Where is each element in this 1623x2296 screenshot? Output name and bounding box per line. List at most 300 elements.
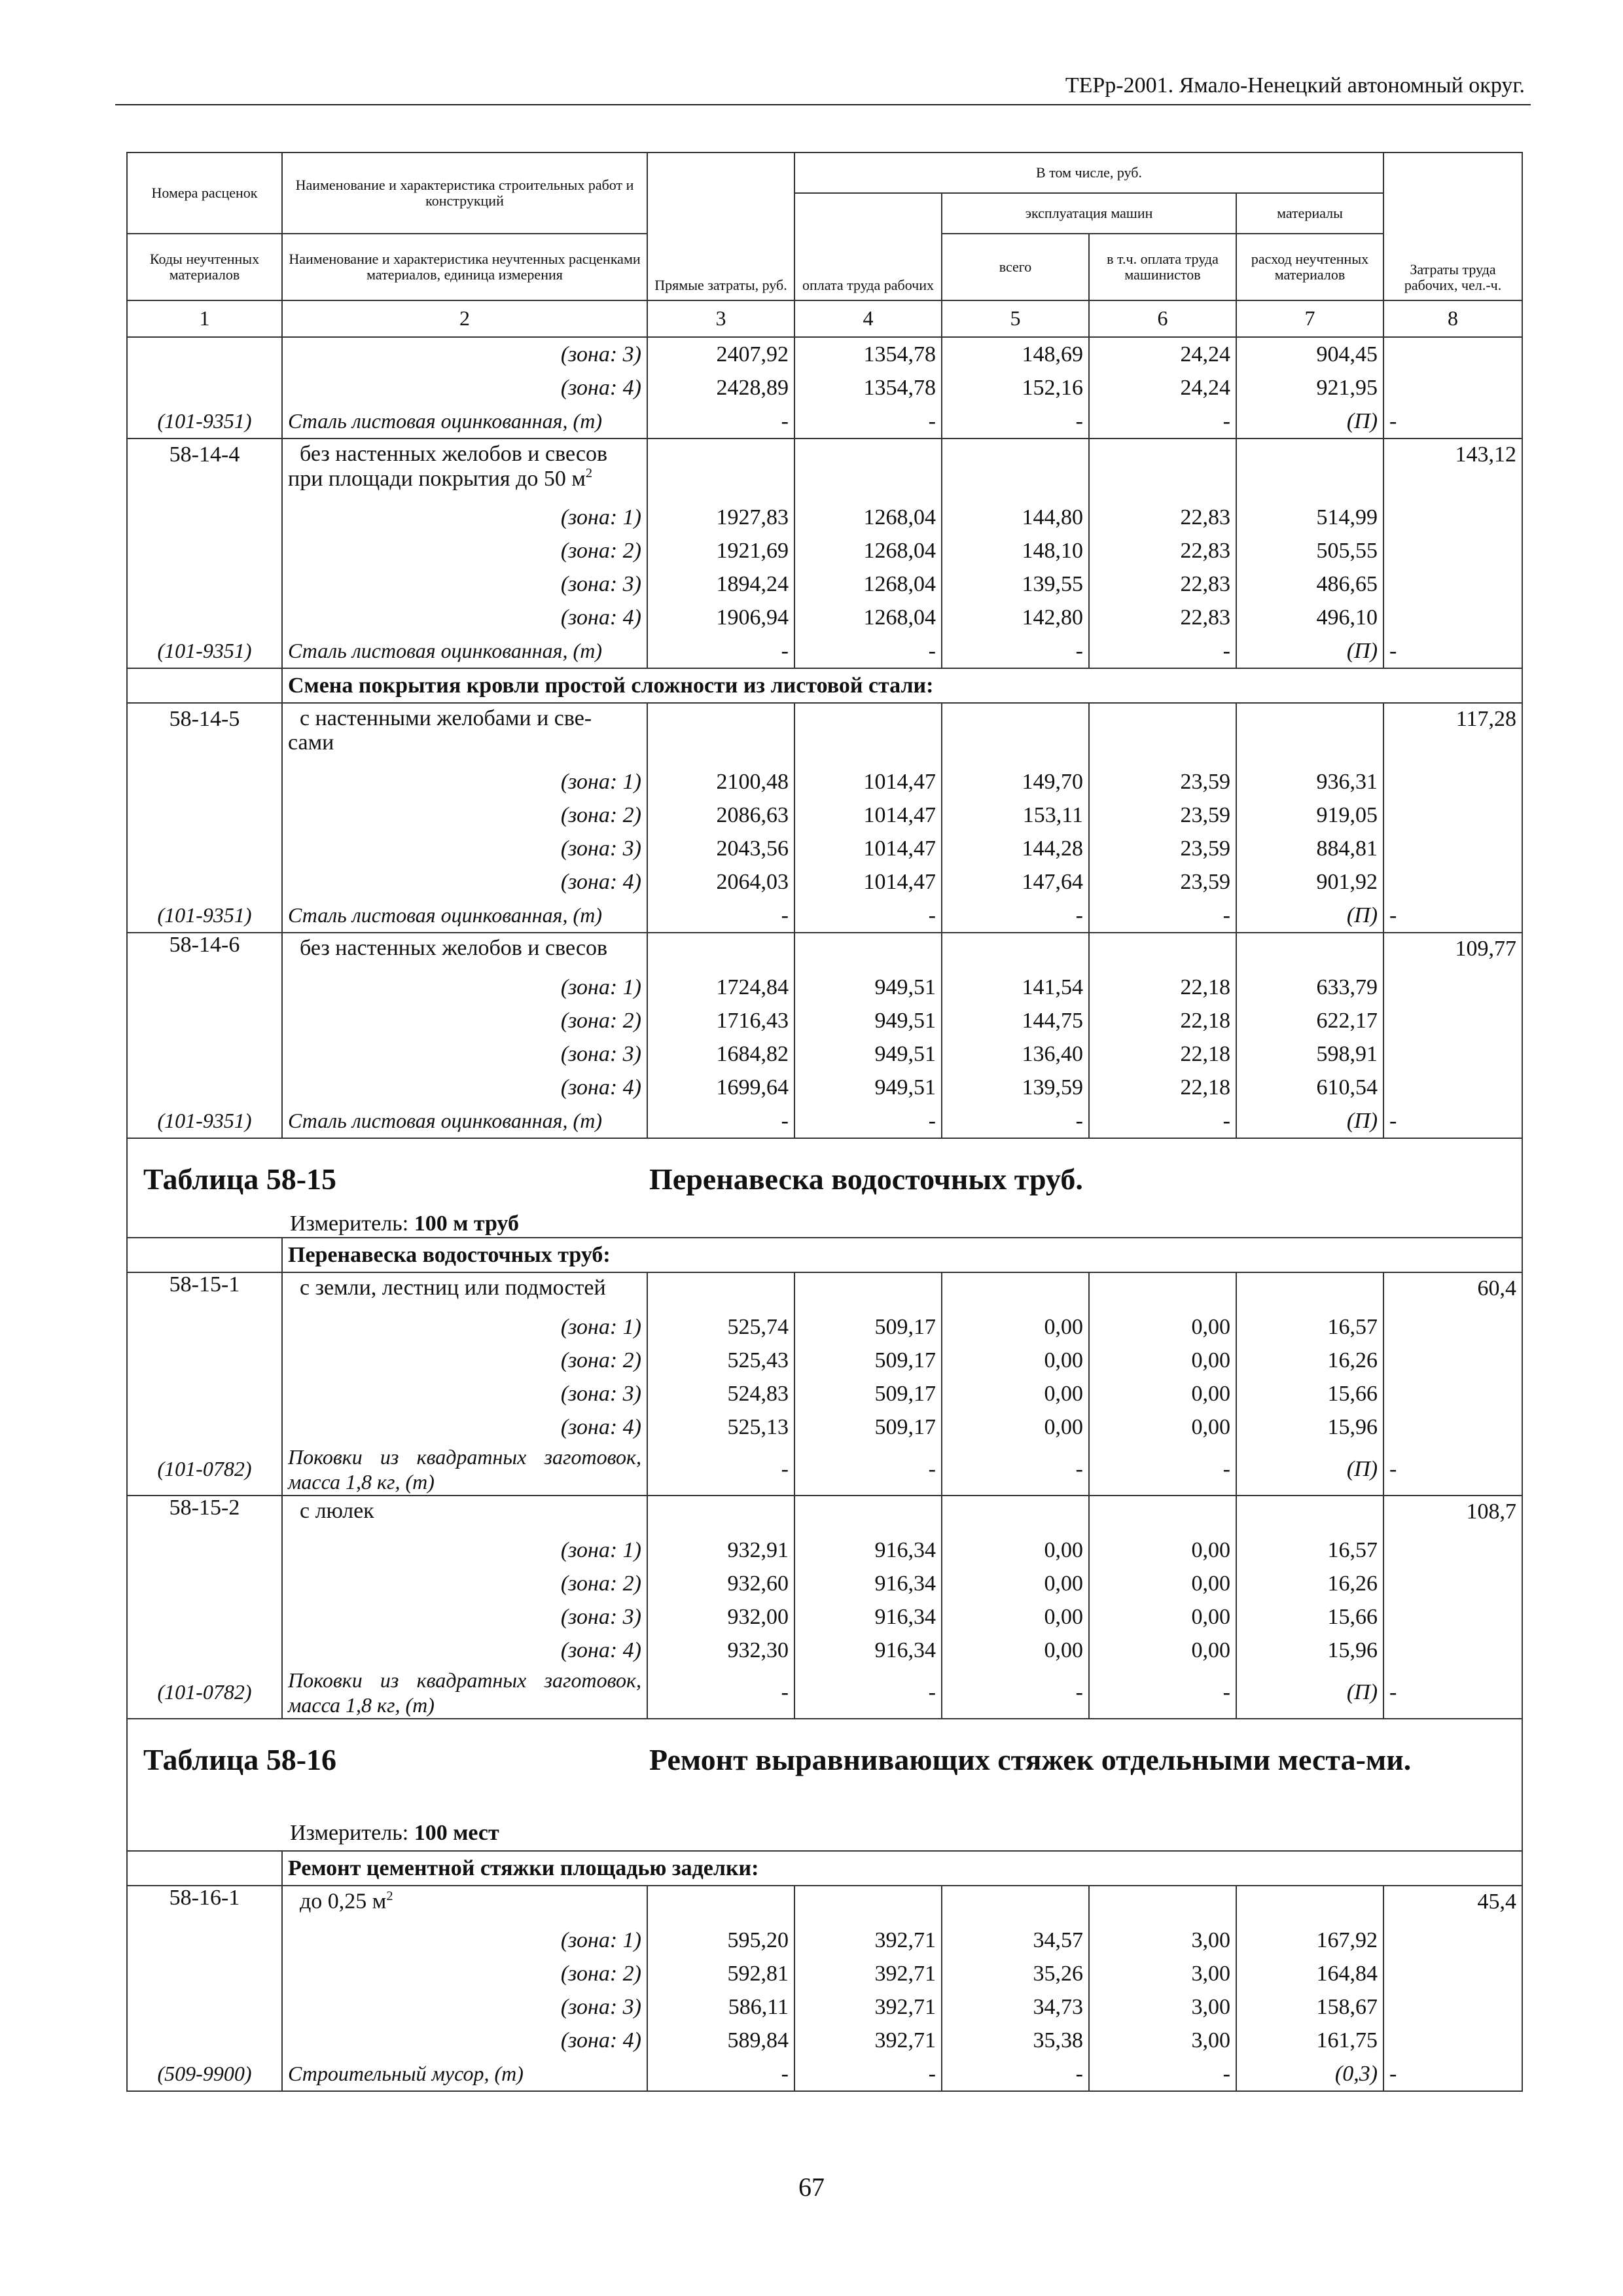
measure-value: 100 м труб	[414, 1211, 519, 1236]
norms-table	[126, 152, 1523, 2092]
material-c5: -	[942, 634, 1089, 668]
material-c8: -	[1383, 1104, 1522, 1138]
norm-name-line1: с люлек	[300, 1499, 374, 1523]
material-c8: -	[1383, 404, 1522, 439]
material-c6: -	[1089, 899, 1236, 933]
material-name: Сталь листовая оцинкованная, (т)	[282, 634, 647, 668]
material-row	[127, 899, 1522, 933]
material-c7: (П)	[1236, 634, 1383, 668]
norm-code-cell	[127, 1924, 282, 1957]
norm-code-cell	[127, 1534, 282, 1567]
column-number: 3	[647, 300, 794, 337]
zone-label: (зона: 1)	[282, 1310, 647, 1344]
labor-cost: 949,51	[794, 971, 942, 1004]
zone-label: (зона: 3)	[282, 1600, 647, 1634]
header-col2-bottom: Наименование и характеристика неучтенных расценками материалов, единица измерения	[282, 234, 647, 300]
table-title: Ремонт выравнивающих стяжек отдельными места-ми.	[649, 1743, 1412, 1776]
material-c8: -	[1383, 1444, 1522, 1496]
empty-cell	[794, 933, 942, 971]
material-c8: -	[1383, 899, 1522, 933]
labor-hours: 60,4	[1383, 1272, 1522, 1310]
materials-cost: 598,91	[1236, 1037, 1383, 1071]
direct-cost: 1906,94	[647, 601, 794, 634]
labor-cost: 1268,04	[794, 601, 942, 634]
header-col5: всего	[942, 234, 1089, 300]
zone-row	[127, 1567, 1522, 1600]
table-caption	[127, 1138, 1522, 1238]
norm-code: 58-14-6	[127, 933, 282, 971]
material-code: (509-9900)	[127, 2057, 282, 2091]
header-col8: Затраты труда рабочих, чел.-ч.	[1383, 152, 1522, 300]
labor-hours-cell	[1383, 1037, 1522, 1071]
material-code: (101-9351)	[127, 899, 282, 933]
material-c5: -	[942, 1444, 1089, 1496]
norm-name	[282, 439, 647, 501]
header-col1-top: Номера расценок	[127, 152, 282, 234]
material-c4: -	[794, 899, 942, 933]
labor-hours-cell	[1383, 1004, 1522, 1037]
material-c3: -	[647, 1667, 794, 1719]
material-c3: -	[647, 2057, 794, 2091]
material-name: Строительный мусор, (т)	[282, 2057, 647, 2091]
zone-label: (зона: 1)	[282, 971, 647, 1004]
table-label: Таблица 58-16	[143, 1743, 337, 1776]
zone-label: (зона: 2)	[282, 1957, 647, 1990]
material-c3: -	[647, 404, 794, 439]
machines-cost: 0,00	[942, 1534, 1089, 1567]
machines-cost: 147,64	[942, 865, 1089, 899]
norm-row	[127, 1496, 1522, 1534]
operators-cost: 0,00	[1089, 1377, 1236, 1410]
labor-cost: 509,17	[794, 1410, 942, 1444]
labor-cost: 1014,47	[794, 865, 942, 899]
zone-label: (зона: 2)	[282, 1567, 647, 1600]
header-rule	[115, 104, 1531, 105]
material-c4: -	[794, 2057, 942, 2091]
material-c4: -	[794, 1667, 942, 1719]
norm-name-line1: без настенных желобов и свесов	[300, 442, 608, 466]
norm-code-cell	[127, 865, 282, 899]
zone-label: (зона: 4)	[282, 1071, 647, 1104]
norm-code-cell	[127, 798, 282, 832]
machines-cost: 35,38	[942, 2024, 1089, 2057]
machines-cost: 139,55	[942, 567, 1089, 601]
zone-row	[127, 865, 1522, 899]
empty-cell	[794, 439, 942, 501]
material-c6: -	[1089, 1444, 1236, 1496]
material-c5: -	[942, 404, 1089, 439]
labor-cost: 1354,78	[794, 337, 942, 371]
section-spacer	[127, 1851, 282, 1886]
operators-cost: 0,00	[1089, 1567, 1236, 1600]
norm-code: 58-15-2	[127, 1496, 282, 1534]
labor-hours-cell	[1383, 1990, 1522, 2024]
labor-hours-cell	[1383, 765, 1522, 798]
zone-row	[127, 1924, 1522, 1957]
zone-label: (зона: 2)	[282, 1004, 647, 1037]
norm-code-cell	[127, 1634, 282, 1667]
material-c3: -	[647, 1104, 794, 1138]
material-c6: -	[1089, 634, 1236, 668]
empty-cell	[1236, 933, 1383, 971]
material-c4: -	[794, 1444, 942, 1496]
labor-cost: 916,34	[794, 1567, 942, 1600]
measure-label: Измеритель:	[290, 1211, 409, 1236]
empty-cell	[794, 703, 942, 765]
norm-code-cell	[127, 1310, 282, 1344]
table-label: Таблица 58-15	[143, 1162, 337, 1196]
zone-row	[127, 501, 1522, 534]
zone-label: (зона: 1)	[282, 501, 647, 534]
materials-cost: 16,57	[1236, 1310, 1383, 1344]
zone-row	[127, 1037, 1522, 1071]
labor-hours-cell	[1383, 601, 1522, 634]
operators-cost: 0,00	[1089, 1634, 1236, 1667]
direct-cost: 2043,56	[647, 832, 794, 865]
column-number: 5	[942, 300, 1089, 337]
machines-cost: 142,80	[942, 601, 1089, 634]
direct-cost: 525,43	[647, 1344, 794, 1377]
operators-cost: 22,83	[1089, 601, 1236, 634]
norm-code-cell	[127, 1344, 282, 1377]
zone-label: (зона: 3)	[282, 567, 647, 601]
norm-code: 58-15-1	[127, 1272, 282, 1310]
labor-hours-cell	[1383, 501, 1522, 534]
operators-cost: 22,18	[1089, 1004, 1236, 1037]
zone-row	[127, 2024, 1522, 2057]
material-row	[127, 1444, 1522, 1496]
material-c7: (П)	[1236, 899, 1383, 933]
materials-cost: 904,45	[1236, 337, 1383, 371]
operators-cost: 0,00	[1089, 1534, 1236, 1567]
material-c3: -	[647, 1444, 794, 1496]
direct-cost: 2086,63	[647, 798, 794, 832]
material-c4: -	[794, 1104, 942, 1138]
norm-name	[282, 1272, 647, 1310]
header-row	[127, 152, 1522, 193]
zone-label: (зона: 4)	[282, 1410, 647, 1444]
zone-row	[127, 371, 1522, 404]
running-header: ТЕРр-2001. Ямало-Ненецкий автономный округ.	[1065, 73, 1525, 98]
material-row	[127, 404, 1522, 439]
labor-cost: 1354,78	[794, 371, 942, 404]
operators-cost: 23,59	[1089, 765, 1236, 798]
labor-hours-cell	[1383, 1600, 1522, 1634]
direct-cost: 2407,92	[647, 337, 794, 371]
machines-cost: 141,54	[942, 971, 1089, 1004]
operators-cost: 3,00	[1089, 2024, 1236, 2057]
direct-cost: 524,83	[647, 1377, 794, 1410]
zone-row	[127, 832, 1522, 865]
zone-label: (зона: 4)	[282, 2024, 647, 2057]
zone-label: (зона: 3)	[282, 1037, 647, 1071]
zone-row	[127, 601, 1522, 634]
column-number: 7	[1236, 300, 1383, 337]
operators-cost: 0,00	[1089, 1344, 1236, 1377]
labor-hours-cell	[1383, 534, 1522, 567]
operators-cost: 0,00	[1089, 1410, 1236, 1444]
material-c3: -	[647, 634, 794, 668]
norm-code-cell	[127, 1410, 282, 1444]
materials-cost: 15,66	[1236, 1377, 1383, 1410]
zone-row	[127, 1534, 1522, 1567]
machines-cost: 144,28	[942, 832, 1089, 865]
empty-cell	[794, 1886, 942, 1924]
labor-hours-cell	[1383, 1377, 1522, 1410]
norm-code-cell	[127, 971, 282, 1004]
labor-hours-cell	[1383, 1634, 1522, 1667]
direct-cost: 2064,03	[647, 865, 794, 899]
operators-cost: 0,00	[1089, 1310, 1236, 1344]
empty-cell	[942, 703, 1089, 765]
machines-cost: 139,59	[942, 1071, 1089, 1104]
empty-cell	[647, 1496, 794, 1534]
norm-code-cell	[127, 1071, 282, 1104]
labor-hours-cell	[1383, 971, 1522, 1004]
norm-row	[127, 703, 1522, 765]
empty-cell	[1236, 1886, 1383, 1924]
materials-cost: 919,05	[1236, 798, 1383, 832]
labor-cost: 1014,47	[794, 765, 942, 798]
measure	[290, 1821, 499, 1845]
norm-name	[282, 703, 647, 765]
operators-cost: 24,24	[1089, 337, 1236, 371]
empty-cell	[1089, 439, 1236, 501]
material-c7: (0,3)	[1236, 2057, 1383, 2091]
material-c7: (П)	[1236, 1667, 1383, 1719]
zone-label: (зона: 3)	[282, 832, 647, 865]
direct-cost: 2428,89	[647, 371, 794, 404]
empty-cell	[1089, 1272, 1236, 1310]
materials-cost: 164,84	[1236, 1957, 1383, 1990]
norm-code-cell	[127, 1004, 282, 1037]
direct-cost: 932,60	[647, 1567, 794, 1600]
material-c6: -	[1089, 1667, 1236, 1719]
labor-cost: 916,34	[794, 1534, 942, 1567]
empty-cell	[794, 1496, 942, 1534]
zone-row	[127, 1344, 1522, 1377]
materials-cost: 610,54	[1236, 1071, 1383, 1104]
direct-cost: 1684,82	[647, 1037, 794, 1071]
direct-cost: 1921,69	[647, 534, 794, 567]
labor-cost: 392,71	[794, 1990, 942, 2024]
zone-label: (зона: 2)	[282, 1344, 647, 1377]
material-name: Сталь листовая оцинкованная, (т)	[282, 899, 647, 933]
direct-cost: 525,13	[647, 1410, 794, 1444]
empty-cell	[1236, 1496, 1383, 1534]
machines-cost: 136,40	[942, 1037, 1089, 1071]
empty-cell	[1089, 1886, 1236, 1924]
material-name: Сталь листовая оцинкованная, (т)	[282, 1104, 647, 1138]
norm-name	[282, 1496, 647, 1534]
materials-cost: 16,26	[1236, 1567, 1383, 1600]
labor-hours-cell	[1383, 1924, 1522, 1957]
labor-cost: 949,51	[794, 1071, 942, 1104]
table-caption-row	[127, 1719, 1522, 1851]
norm-code: 58-16-1	[127, 1886, 282, 1924]
section-spacer	[127, 668, 282, 703]
header-col2-top: Наименование и характеристика строительных работ и конструкций	[282, 152, 647, 234]
material-row	[127, 634, 1522, 668]
zone-label: (зона: 1)	[282, 765, 647, 798]
empty-cell	[794, 1272, 942, 1310]
norm-code-cell	[127, 337, 282, 371]
operators-cost: 22,83	[1089, 534, 1236, 567]
zone-label: (зона: 4)	[282, 601, 647, 634]
section-row	[127, 668, 1522, 703]
machines-cost: 0,00	[942, 1567, 1089, 1600]
section-heading: Смена покрытия кровли простой сложности из листовой стали:	[282, 668, 1522, 703]
material-c4: -	[794, 404, 942, 439]
norm-code-cell	[127, 601, 282, 634]
norm-name-line2: сами	[288, 730, 334, 755]
operators-cost: 23,59	[1089, 832, 1236, 865]
operators-cost: 22,18	[1089, 1071, 1236, 1104]
empty-cell	[1089, 1496, 1236, 1534]
norm-row	[127, 1272, 1522, 1310]
labor-hours: 109,77	[1383, 933, 1522, 971]
header-col1-bottom: Коды неучтенных материалов	[127, 234, 282, 300]
zone-label: (зона: 1)	[282, 1534, 647, 1567]
operators-cost: 23,59	[1089, 798, 1236, 832]
materials-cost: 505,55	[1236, 534, 1383, 567]
section-heading: Перенавеска водосточных труб:	[282, 1238, 1522, 1272]
zone-row	[127, 971, 1522, 1004]
labor-cost: 916,34	[794, 1600, 942, 1634]
operators-cost: 22,83	[1089, 501, 1236, 534]
measure	[290, 1212, 519, 1236]
labor-hours-cell	[1383, 567, 1522, 601]
zone-row	[127, 534, 1522, 567]
column-number: 6	[1089, 300, 1236, 337]
materials-cost: 158,67	[1236, 1990, 1383, 2024]
operators-cost: 3,00	[1089, 1924, 1236, 1957]
header-group-materials: материалы	[1236, 193, 1383, 234]
norm-code-cell	[127, 1990, 282, 2024]
materials-cost: 496,10	[1236, 601, 1383, 634]
direct-cost: 1724,84	[647, 971, 794, 1004]
superscript: 2	[386, 1889, 393, 1903]
superscript: 2	[585, 466, 593, 481]
labor-hours: 143,12	[1383, 439, 1522, 501]
labor-cost: 949,51	[794, 1004, 942, 1037]
material-row	[127, 1104, 1522, 1138]
norm-name-line1: с настенными желобами и све-	[300, 706, 592, 730]
zone-row	[127, 1600, 1522, 1634]
labor-cost: 1268,04	[794, 501, 942, 534]
empty-cell	[942, 1496, 1089, 1534]
direct-cost: 1699,64	[647, 1071, 794, 1104]
zone-row	[127, 1377, 1522, 1410]
page-number: 67	[798, 2172, 825, 2202]
measure-label: Измеритель:	[290, 1821, 409, 1845]
material-c7: (П)	[1236, 1444, 1383, 1496]
materials-cost: 921,95	[1236, 371, 1383, 404]
labor-hours-cell	[1383, 371, 1522, 404]
machines-cost: 0,00	[942, 1344, 1089, 1377]
empty-cell	[647, 703, 794, 765]
zone-label: (зона: 1)	[282, 1924, 647, 1957]
labor-cost: 392,71	[794, 1924, 942, 1957]
header-group-machines: эксплуатация машин	[942, 193, 1236, 234]
norm-code-cell	[127, 1567, 282, 1600]
empty-cell	[942, 1886, 1089, 1924]
direct-cost: 525,74	[647, 1310, 794, 1344]
zone-row	[127, 1990, 1522, 2024]
material-c5: -	[942, 1667, 1089, 1719]
empty-cell	[942, 933, 1089, 971]
empty-cell	[647, 1886, 794, 1924]
labor-hours-cell	[1383, 798, 1522, 832]
labor-hours-cell	[1383, 1534, 1522, 1567]
machines-cost: 0,00	[942, 1410, 1089, 1444]
column-number: 1	[127, 300, 282, 337]
material-code: (101-9351)	[127, 1104, 282, 1138]
labor-cost: 1268,04	[794, 534, 942, 567]
norm-code: 58-14-4	[127, 439, 282, 501]
norm-name	[282, 933, 647, 971]
norm-row	[127, 1886, 1522, 1924]
labor-cost: 509,17	[794, 1344, 942, 1377]
empty-cell	[647, 933, 794, 971]
material-code: (101-0782)	[127, 1667, 282, 1719]
zone-label: (зона: 3)	[282, 1377, 647, 1410]
materials-cost: 167,92	[1236, 1924, 1383, 1957]
direct-cost: 1927,83	[647, 501, 794, 534]
materials-cost: 16,57	[1236, 1534, 1383, 1567]
zone-row	[127, 1310, 1522, 1344]
material-c6: -	[1089, 404, 1236, 439]
empty-cell	[647, 1272, 794, 1310]
column-numbers-row	[127, 300, 1522, 337]
header-col6: в т.ч. оплата труда машинистов	[1089, 234, 1236, 300]
material-c8: -	[1383, 1667, 1522, 1719]
empty-cell	[1236, 439, 1383, 501]
materials-cost: 514,99	[1236, 501, 1383, 534]
operators-cost: 3,00	[1089, 1957, 1236, 1990]
zone-label: (зона: 4)	[282, 371, 647, 404]
norm-code: 58-14-5	[127, 703, 282, 765]
empty-cell	[1236, 703, 1383, 765]
norm-code-cell	[127, 1377, 282, 1410]
norm-code-cell	[127, 371, 282, 404]
operators-cost: 3,00	[1089, 1990, 1236, 2024]
labor-cost: 392,71	[794, 2024, 942, 2057]
norm-name-line1: с земли, лестниц или подмостей	[300, 1276, 606, 1300]
labor-cost: 949,51	[794, 1037, 942, 1071]
norm-code-cell	[127, 1600, 282, 1634]
material-name: Поковки из квадратных заготовок, масса 1,8 кг, (т)	[282, 1444, 647, 1496]
direct-cost: 586,11	[647, 1990, 794, 2024]
labor-cost: 916,34	[794, 1634, 942, 1667]
direct-cost: 592,81	[647, 1957, 794, 1990]
machines-cost: 0,00	[942, 1634, 1089, 1667]
material-c5: -	[942, 2057, 1089, 2091]
zone-row	[127, 765, 1522, 798]
zone-row	[127, 798, 1522, 832]
materials-cost: 15,96	[1236, 1410, 1383, 1444]
norm-code-cell	[127, 501, 282, 534]
machines-cost: 34,57	[942, 1924, 1089, 1957]
norm-code-cell	[127, 765, 282, 798]
direct-cost: 589,84	[647, 2024, 794, 2057]
machines-cost: 0,00	[942, 1310, 1089, 1344]
material-c5: -	[942, 1104, 1089, 1138]
materials-cost: 15,66	[1236, 1600, 1383, 1634]
direct-cost: 932,00	[647, 1600, 794, 1634]
empty-cell	[1089, 933, 1236, 971]
empty-cell	[942, 1272, 1089, 1310]
